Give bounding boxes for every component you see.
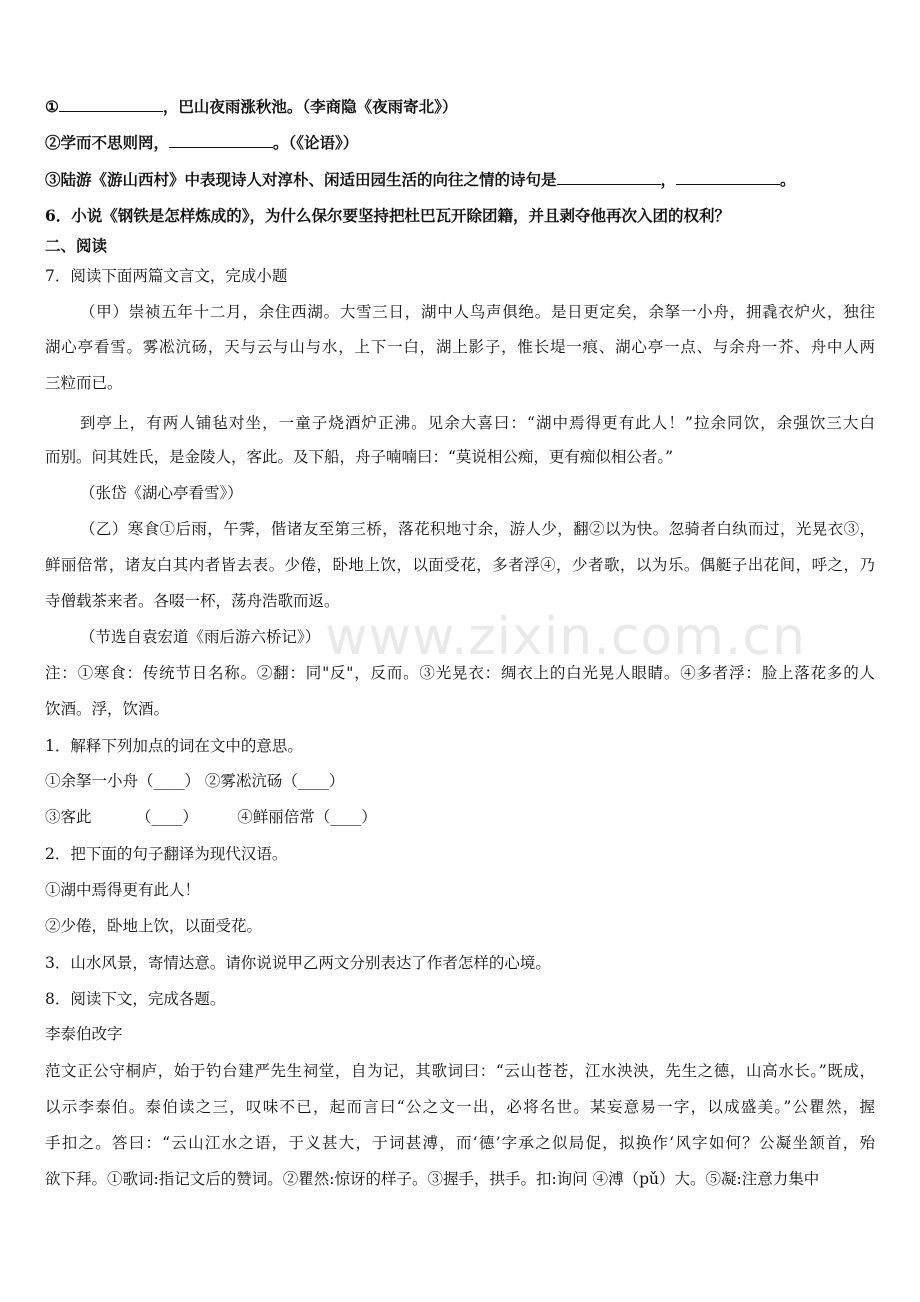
passage-b-line: 寺僧载茶来者。各啜一杯，荡舟浩歌而返。: [45, 592, 340, 610]
annotation-line: 饮酒。浮，饮酒。: [45, 700, 170, 718]
passage-a-line: （甲）崇祯五年十二月，余住西湖。大雪三日，湖中人鸟声俱绝。是日更定矣，余拏一小舟，拥毳衣炉火，独往: [80, 303, 875, 321]
passage-title: 李泰伯改字: [45, 1025, 123, 1043]
passage-b-line: （乙）寒食①后雨，午霁，偕诸友至第三桥，落花积地寸余，游人少，翻②以为快。忽骑者白纨而过，光晃衣③，: [80, 520, 875, 538]
passage-line: 范文正公守桐庐，始于钓台建严先生祠堂，自为记，其歌词曰：“云山苍苍，江水泱泱，先生之德，山高水长。”既成，: [45, 1062, 875, 1080]
passage-b-source: （节选自袁宏道《雨后游六桥记》）: [80, 628, 321, 646]
subquestion-1: 1．解释下列加点的词在文中的意思。: [45, 737, 303, 755]
question-6: 6．小说《钢铁是怎样炼成的》，为什么保尔要坚持把杜巴瓦开除团籍，并且剥夺他再次入团的权利？: [45, 206, 731, 225]
passage-a-source: （张岱《湖心亭看雪》）: [80, 484, 243, 502]
watermark: www.zixin.com.cn: [325, 607, 806, 667]
subquestion-2-item: ①湖中焉得更有此人！: [45, 881, 201, 899]
passage-a-line: 而别。问其姓氏，是金陵人，客此。及下船，舟子喃喃曰：“莫说相公痴，更有痴似相公者。”: [45, 448, 674, 466]
passage-a-line: 到亭上，有两人铺毡对坐，一童子烧酒炉正沸。见余大喜曰：“湖中焉得更有此人！”拉余同饮，余强饮三大白: [80, 414, 875, 432]
fill-blank-line-3: ③陆游《游山西村》中表现诗人对淳朴、闲适田园生活的向往之情的诗句是 ， 。: [45, 170, 796, 189]
passage-line: 手扣之。答曰：“云山江水之语，于义甚大，于词甚溥，而‘德’字承之似局促，拟换作‘风字如何？公凝坐颔首，殆: [45, 1134, 875, 1152]
answer-blank[interactable]: [169, 133, 273, 148]
passage-line: 欲下拜。①歌词:指记文后的赞词。②瞿然:惊讶的样子。③握手，拱手。扣:询问 ④溥（pǔ）大。⑤凝:注意力集中: [45, 1170, 820, 1188]
answer-blank[interactable]: [59, 97, 163, 112]
subquestion-1-items: ①余拏一小舟（____） ②雾凇沆砀（____）: [45, 772, 345, 790]
passage-line: 以示李泰伯。泰伯读之三，叹味不已，起而言曰“公之文一出，必将名世。某妄意易一字，以成盛美。”公瞿然，握: [45, 1098, 875, 1116]
annotation-line: 注：①寒食：传统节日名称。②翻：同"反"，反而。③光晃衣：绸衣上的白光晃人眼睛。④多者浮：脸上落花多的人: [45, 664, 875, 682]
question-8: 8．阅读下文，完成各题。: [45, 990, 226, 1008]
subquestion-2-item: ②少倦，卧地上饮，以面受花。: [45, 917, 263, 935]
fill-blank-line-1: ① ，巴山夜雨涨秋池。（李商隐《夜雨寄北》）: [45, 97, 458, 116]
subquestion-2: 2．把下面的句子翻译为现代汉语。: [45, 845, 288, 863]
question-7: 7．阅读下面两篇文言文，完成小题: [45, 267, 288, 285]
answer-blank[interactable]: [676, 170, 780, 185]
subquestion-1-items: ③客此 （____） ④鲜丽倍常（____）: [45, 808, 377, 826]
fill-blank-line-2: ②学而不思则罔， 。（《论语》）: [45, 133, 359, 152]
subquestion-3: 3．山水风景，寄情达意。请你说说甲乙两文分别表达了作者怎样的心境。: [45, 954, 551, 972]
passage-b-line: 鲜丽倍常，诸友白其内者皆去表。少倦，卧地上饮，以面受花，多者浮④，少者歌，以为乐。偶艇子出花间，呼之，乃: [45, 556, 875, 574]
passage-a-line: 湖心亭看雪。雾凇沆砀，天与云与山与水，上下一白，湖上影子，惟长堤一痕、湖心亭一点、与余舟一芥、舟中人两: [45, 338, 875, 356]
answer-blank[interactable]: [557, 170, 661, 185]
passage-a-line: 三粒而已。: [45, 374, 123, 392]
section-heading-reading: 二、阅读: [45, 236, 108, 255]
